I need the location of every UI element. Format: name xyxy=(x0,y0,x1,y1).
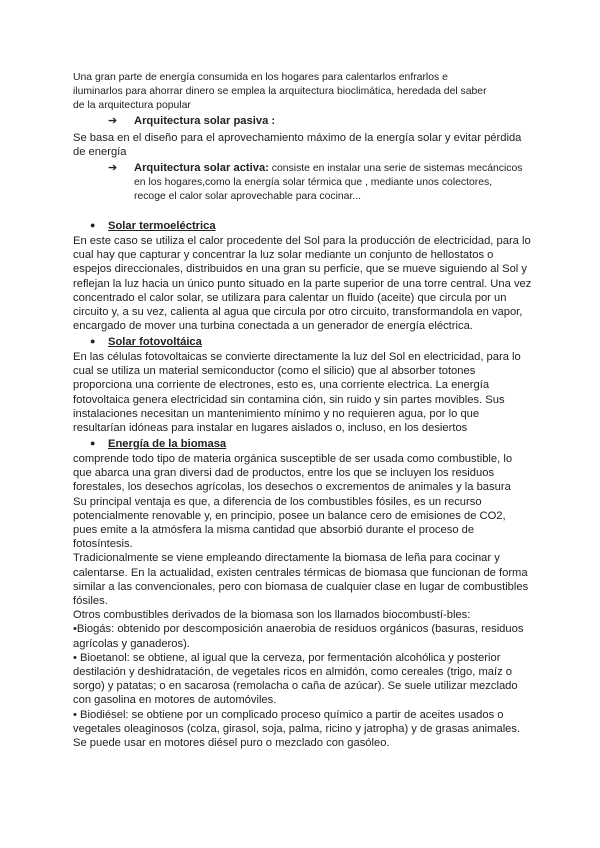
biomass-line: Se puede usar en motores diésel puro o mezclado con gasóleo. xyxy=(73,737,390,750)
photo-line: instalaciones necesitan un mantenimiento mínimo y no requieren agua, por lo que xyxy=(73,407,480,420)
thermo-line: concentrado el calor solar, se utilizara para calentar un fluido (aceite) que circula por un xyxy=(73,291,507,304)
thermo-line: reflejan la luz hacia un único punto situado en la parte superior de una torre central. Una vez xyxy=(73,277,532,290)
thermo-line: circuito y, a su vez, calienta al agua que circula por otro circuito, transformandola en vapor, xyxy=(73,306,523,319)
active-first-line: consiste en instalar una serie de sistemas mecáncicos xyxy=(268,163,523,174)
biomass-line: fósiles. xyxy=(73,595,108,608)
photo-line: proporciona una corriente de electrones, esto es, una corriente electrica. La energía xyxy=(73,379,490,392)
active-title: Arquitectura solar activa: xyxy=(134,162,269,174)
biomass-title: Energía de la biomasa xyxy=(108,438,227,450)
thermo-line: espejos direccionales, distribuidos en una gran su perficie, que se mueve siguiendo al Sol y xyxy=(73,263,527,276)
thermo-line: cual hay que capturar y concentrar la luz solar mediante un conjunto de hellostatos o xyxy=(73,249,494,262)
biomass-line: comprende todo tipo de materia orgánica susceptible de ser usada como combustible, lo xyxy=(73,453,513,465)
photo-line: En las células fotovoltaicas se convierte directamente la luz del Sol en electricidad, para lo xyxy=(73,351,521,363)
biomass-paragraph xyxy=(73,452,528,750)
arrow-icon: ➔ xyxy=(108,115,118,127)
thermo-paragraph xyxy=(73,234,532,333)
photo-heading xyxy=(90,335,202,349)
biomass-line: potencialmente renovable y, en principio, posee un balance cero de emisiones de CO2, xyxy=(73,509,506,522)
biomass-line: Otros combustibles derivados de la biomasa son los llamados biocombustí-bles: xyxy=(73,609,471,622)
biomass-line: sorgo) y patatas; o en sacarosa (remolacha o caña de azúcar). Se suele utilizar mezclado xyxy=(73,680,518,693)
bullet-icon: ● xyxy=(90,438,96,448)
biomass-line: vegetales oleaginosos (colza, girasol, soja, palma, ricino y jatropha) y de grasas animales. xyxy=(73,722,521,735)
passive-line: Se basa en el diseño para el aprovechamiento máximo de la energía solar y evitar pérdida xyxy=(73,132,522,144)
bullet-icon: ● xyxy=(90,220,96,230)
biomass-line: calentarse. En la actualidad, existen centrales térmicas de biomasa que funcionan de forma xyxy=(73,566,528,579)
active-heading xyxy=(108,161,522,176)
intro-paragraph xyxy=(73,71,528,114)
intro-line: Una gran parte de energía consumida en los hogares para calentarlos enfrarlos e xyxy=(73,72,448,83)
biomass-line: • Bioetanol: se obtiene, al igual que la cerveza, por fermentación alcohólica y posterior xyxy=(73,651,501,664)
biomass-line: fotosíntesis. xyxy=(73,538,133,551)
passive-paragraph xyxy=(73,131,528,159)
active-line: recoge el calor solar aprovechable para cocinar... xyxy=(134,191,361,203)
biomass-line: agrícolas y ganaderos). xyxy=(73,637,190,650)
biomass-line: con gasolina en motores de automóviles. xyxy=(73,694,277,707)
biomass-line: • Biodiésel: se obtiene por un complicado proceso químico a partir de aceites usados o xyxy=(73,708,504,721)
biomass-line: que abarca una gran diversi dad de productos, entre los que se incluyen los residuos xyxy=(73,467,495,480)
thermo-line: En este caso se utiliza el calor procedente del Sol para la producción de electricidad, para lo xyxy=(73,235,531,247)
biomass-line: destilación y deshidratación, de vegetales ricos en almidón, como cereales (trigo, maíz o xyxy=(73,666,513,679)
biomass-line: similar a las convencionales, pero con biomasa de cualquier clase en lugar de combustibles xyxy=(73,580,529,593)
biomass-line: pues emite a la atmósfera la misma cantidad que absorbió durante el proceso de xyxy=(73,524,475,537)
photo-title: Solar fotovoltáica xyxy=(108,336,202,348)
biomass-line: Su principal ventaja es que, a diferencia de los combustibles fósiles, es un recurso xyxy=(73,495,482,508)
intro-line: de la arquitectura popular xyxy=(73,100,191,112)
photo-paragraph xyxy=(73,350,528,435)
active-paragraph xyxy=(134,176,534,204)
arrow-icon: ➔ xyxy=(108,162,118,174)
thermo-title: Solar termoeléctrica xyxy=(108,220,216,232)
active-line: en los hogares,como la energía solar térmica que , mediante unos colectores, xyxy=(134,177,493,188)
biomass-heading xyxy=(90,437,226,451)
biomass-line: •Biogás: obtenido por descomposición anaerobia de residuos orgánicos (basuras, residuos xyxy=(73,623,524,636)
biomass-line: Tradicionalmente se viene empleando directamente la biomasa de leña para cocinar y xyxy=(73,552,500,565)
passive-line: de energía xyxy=(73,146,127,159)
photo-line: resultarían idóneas para instalar en lugares aislados o, incluso, en los desiertos xyxy=(73,422,468,435)
photo-line: cual se utiliza un material semiconductor (como el silicio) que al absorber totones xyxy=(73,365,476,378)
passive-title: Arquitectura solar pasiva : xyxy=(134,115,276,127)
biomass-line: forestales, los desechos agrícolas, los desechos o excrementos de animales y la basura xyxy=(73,481,511,494)
bullet-icon: ● xyxy=(90,336,96,346)
intro-line: iluminarlos para ahorrar dinero se emplea la arquitectura bioclimática, heredada del saber xyxy=(73,86,487,98)
thermo-heading xyxy=(90,219,216,233)
photo-line: fotovoltaica genera electricidad sin contamina ción, sin ruido y sin partes movibles. Sus xyxy=(73,393,505,406)
passive-heading xyxy=(108,114,275,128)
thermo-line: encargado de mover una turbina conectada a un generador de energía eléctrica. xyxy=(73,320,473,333)
